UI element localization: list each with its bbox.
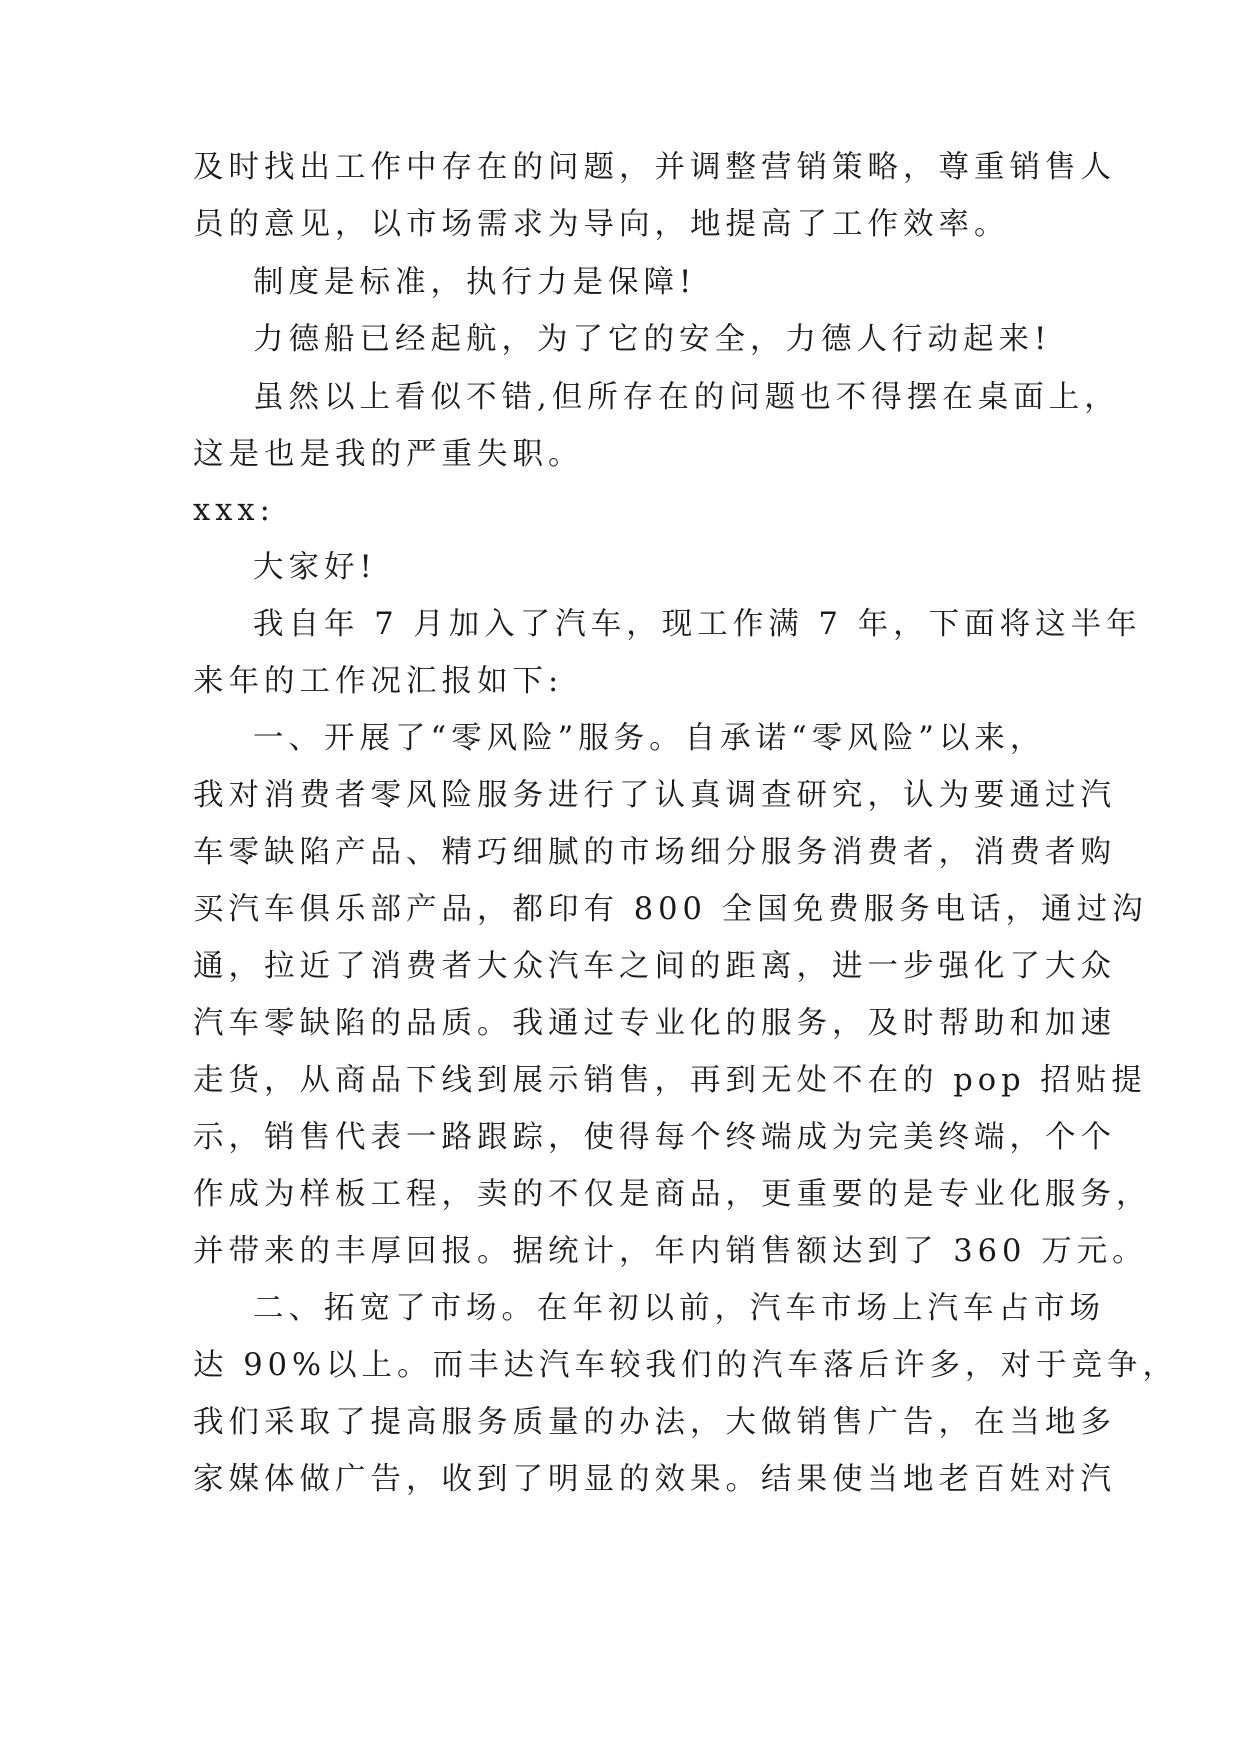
text-line: 家媒体做广告，收到了明显的效果。结果使当地老百姓对汽 [193,1462,1116,1497]
text-line: 我们采取了提高服务质量的办法，大做销售广告，在当地多 [193,1405,1116,1440]
text-line: 通，拉近了消费者大众汽车之间的距离，进一步强化了大众 [193,949,1116,984]
text-line: 员的意见，以市场需求为导向，地提高了工作效率。 [193,207,1010,242]
text-line: 及时找出工作中存在的问题，并调整营销策略，尊重销售人 [193,150,1116,185]
text-line: 来年的工作况汇报如下: [193,664,564,699]
salutation: xxx: [193,493,275,528]
text-line: 我自年 7 月加入了汽车，现工作满 7 年，下面将这半年 [253,607,1142,642]
text-line: 汽车零缺陷的品质。我通过专业化的服务，及时帮助和加速 [193,1006,1116,1041]
text-line: 走货，从商品下线到展示销售，再到无处不在的 pop 招贴提 [193,1063,1147,1098]
text-line: 买汽车俱乐部产品，都印有 800 全国免费服务电话，通过沟 [193,892,1148,927]
text-line: 并带来的丰厚回报。据统计，年内销售额达到了 360 万元。 [193,1234,1148,1269]
text-line: 车零缺陷产品、精巧细腻的市场细分服务消费者，消费者购 [193,835,1116,870]
text-line: 作成为样板工程，卖的不仅是商品，更重要的是专业化服务， [193,1177,1152,1212]
text-line: 力德船已经起航，为了它的安全，力德人行动起来! [253,322,1052,357]
text-line: 一、开展了“零风险”服务。自承诺“零风险”以来， [253,721,1046,756]
text-line: 我对消费者零风险服务进行了认真调查研究，认为要通过汽 [193,778,1116,813]
text-line: 达 90%以上。而丰达汽车较我们的汽车落后许多，对于竞争， [193,1348,1178,1383]
text-line: 这是也是我的严重失职。 [193,437,584,472]
text-line: 虽然以上看似不错,但所存在的问题也不得摆在桌面上， [253,380,1120,415]
text-line: 示，销售代表一路跟踪，使得每个终端成为完美终端，个个 [193,1120,1116,1155]
text-line: 二、拓宽了市场。在年初以前，汽车市场上汽车占市场 [253,1291,1105,1326]
text-line: 制度是标准，执行力是保障! [253,265,697,300]
greeting: 大家好! [253,550,377,585]
